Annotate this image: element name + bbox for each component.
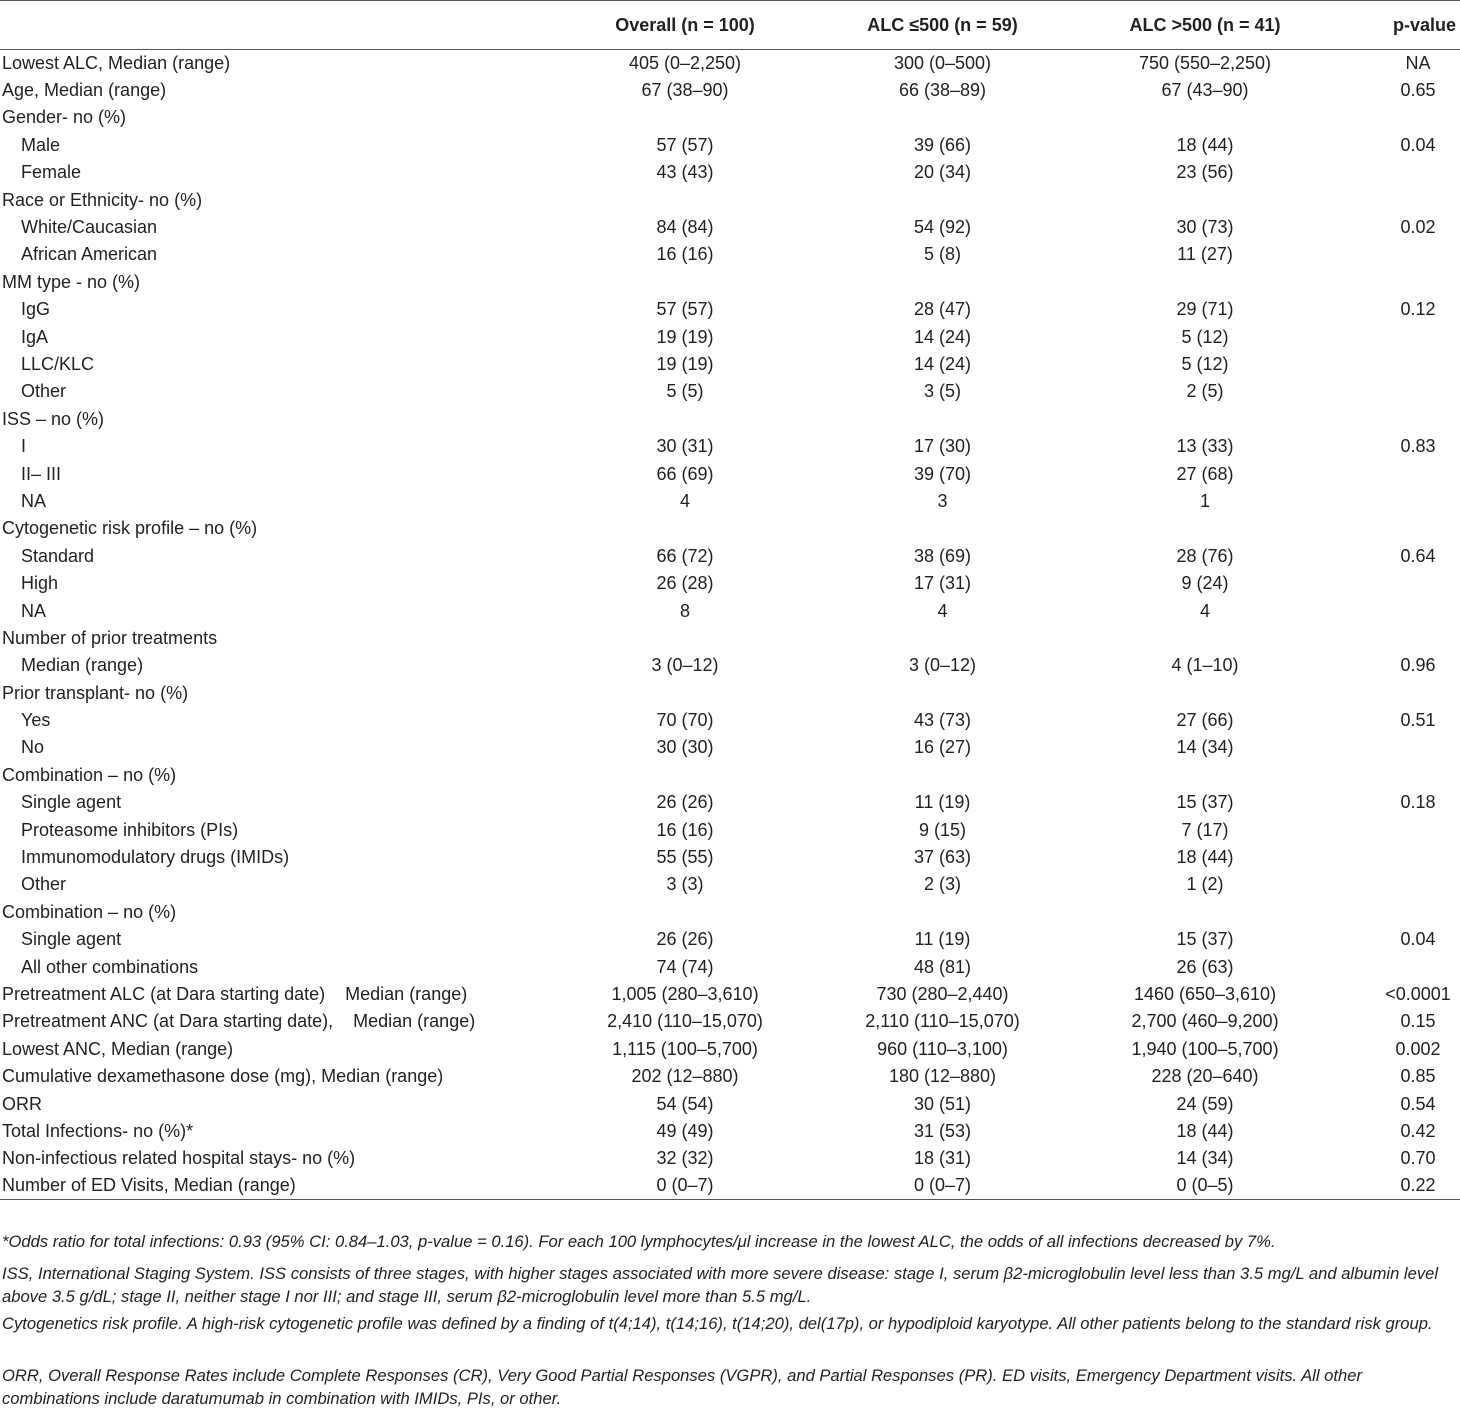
cell-alc-high: 18 (44): [1176, 134, 1234, 155]
cell-alc-high: 67 (43–90): [1161, 80, 1249, 101]
cell-alc-high: [1075, 104, 1335, 131]
table-body: [0, 50, 1460, 1200]
cell-overall: 66 (69): [656, 463, 714, 484]
cell-alc-high: 7 (17): [1181, 819, 1229, 840]
cell-alc-high: 9 (24): [1181, 573, 1229, 594]
table-row: [0, 543, 1460, 570]
cell-p-value: [1335, 981, 1460, 1008]
cell-p-value: [1335, 159, 1460, 186]
cell-overall: 49 (49): [656, 1120, 714, 1141]
cell-p-value: [1335, 296, 1460, 323]
table-row: [0, 515, 1460, 542]
cell-overall: 67 (38–90): [641, 80, 729, 101]
cell-p-value: [1335, 488, 1460, 515]
cell-p-value: [1335, 707, 1460, 734]
row-label: NA: [21, 600, 47, 621]
cell-overall: [560, 406, 810, 433]
table-row: [0, 652, 1460, 679]
p-value-text: 0.51: [1400, 710, 1436, 731]
row-label: Number of ED Visits, Median (range): [0, 1173, 560, 1200]
row-label: Single agent: [21, 792, 122, 813]
row-label: Single agent: [21, 929, 122, 950]
cell-alc-high: [1075, 406, 1335, 433]
row-label: Prior transplant- no (%): [2, 682, 189, 703]
table-row: [0, 816, 1460, 843]
cell-p-value: [1335, 844, 1460, 871]
table-row: [0, 899, 1460, 926]
row-label: Pretreatment ALC (at Dara starting date) Median (range): [2, 983, 468, 1004]
row-label: IgA: [21, 326, 49, 347]
table-row: [0, 597, 1460, 624]
row-label: ISS – no (%): [2, 408, 105, 429]
row-label: White/Caucasian: [21, 217, 158, 238]
row-label: Cumulative dexamethasone dose (mg), Median (range): [2, 1066, 444, 1087]
cell-alc-low: [810, 104, 1075, 131]
row-label: Yes: [21, 710, 51, 731]
p-value-text: 0.83: [1400, 436, 1436, 457]
p-value-text: 0.04: [1400, 929, 1436, 950]
cell-alc-low: 9 (15): [918, 819, 967, 840]
cell-p-value: [1335, 871, 1460, 898]
p-value-text: 0.65: [1400, 80, 1436, 101]
cell-overall: 84 (84): [656, 217, 714, 238]
cell-alc-low: [810, 269, 1075, 296]
cell-p-value: [1335, 214, 1460, 241]
cell-p-value: [1335, 1036, 1460, 1063]
cell-overall: 3 (0–12): [651, 655, 719, 676]
cell-alc-high: [1075, 186, 1335, 213]
cell-p-value: [1335, 1118, 1460, 1145]
cell-p-value: [1335, 515, 1460, 542]
p-value-text: 0.02: [1400, 217, 1436, 238]
p-value-text: 0.22: [1400, 1175, 1436, 1196]
cell-alc-high: 5 (12): [1181, 326, 1229, 347]
cell-alc-high: 27 (66): [1176, 710, 1234, 731]
cell-alc-high: [1075, 269, 1335, 296]
p-value-text: 0.85: [1400, 1066, 1436, 1087]
cell-p-value: [1335, 1090, 1460, 1117]
table-row: [0, 734, 1460, 761]
cell-alc-low: 3: [937, 490, 948, 511]
table-row: [0, 1173, 1460, 1200]
cell-alc-low: 20 (34): [913, 162, 972, 183]
cell-p-value: [1335, 1008, 1460, 1035]
cell-alc-high: 23 (56): [1176, 162, 1234, 183]
cell-overall: 30 (30): [656, 737, 714, 758]
table-row: [0, 679, 1460, 706]
cell-p-value: [1335, 570, 1460, 597]
cell-alc-high: 4 (1–10): [1171, 655, 1239, 676]
header-row: [0, 1, 1460, 50]
cell-overall: [560, 899, 810, 926]
row-label: IgG: [21, 299, 51, 320]
cell-alc-low: 730 (280–2,440): [876, 983, 1009, 1004]
footnote-cytogenetics: Cytogenetics risk profile. A high-risk cytogenetic profile was defined by a finding of t(4;14), t(14;16), t(14;20), del(17p), or hypodiploid karyotype. All other patients belong to the standard risk group.: [2, 1314, 1433, 1333]
row-label: Cytogenetic risk profile – no (%): [2, 518, 258, 539]
table-row: [0, 214, 1460, 241]
cell-alc-high: 24 (59): [1176, 1093, 1234, 1114]
cell-alc-low: 0 (0–7): [810, 1173, 1075, 1200]
cell-overall: 26 (26): [656, 792, 714, 813]
cell-overall: 0 (0–7): [560, 1173, 810, 1200]
cell-alc-high: 26 (63): [1176, 956, 1234, 977]
row-label: No: [21, 737, 45, 758]
row-label: Lowest ANC, Median (range): [2, 1038, 234, 1059]
table-row: [0, 707, 1460, 734]
row-label: ORR: [2, 1093, 42, 1114]
footnote-odds-ratio: *Odds ratio for total infections: 0.93 (95% CI: 0.84–1.03, p-value = 0.16). For each 100 lymphocytes/μl increase in the lowest ALC, the odds of all infections decreased by 7%.: [2, 1232, 1276, 1251]
cell-alc-high: 28 (76): [1176, 545, 1234, 566]
p-value-text: <0.0001: [1385, 983, 1451, 1004]
cell-alc-low: [810, 625, 1075, 652]
cell-alc-high: 15 (37): [1176, 929, 1234, 950]
row-label: Male: [21, 134, 61, 155]
cell-overall: 54 (54): [656, 1093, 714, 1114]
cell-p-value: [1335, 597, 1460, 624]
cell-overall: 1,115 (100–5,700): [612, 1038, 758, 1059]
cell-alc-high: 29 (71): [1176, 299, 1234, 320]
table-row: [0, 1063, 1460, 1090]
cell-p-value: [1335, 104, 1460, 131]
table-row: [0, 953, 1460, 980]
cell-p-value: [1335, 625, 1460, 652]
cell-overall: 202 (12–880): [631, 1066, 739, 1087]
p-value-text: 0.96: [1400, 655, 1436, 676]
row-label: Non-infectious related hospital stays- no (%): [2, 1148, 356, 1169]
cell-overall: [560, 515, 810, 542]
cell-overall: 16 (16): [656, 244, 714, 265]
cell-alc-low: [810, 679, 1075, 706]
cell-p-value: [1335, 816, 1460, 843]
cell-p-value: [1335, 679, 1460, 706]
cell-alc-low: 5 (8): [923, 244, 961, 265]
cell-overall: 19 (19): [656, 326, 714, 347]
cell-p-value: [1335, 378, 1460, 405]
cell-alc-high: 1,940 (100–5,700): [1131, 1038, 1279, 1059]
cell-alc-high: [1075, 679, 1335, 706]
cell-alc-low: [810, 406, 1075, 433]
cell-alc-low: 43 (73): [913, 710, 972, 731]
table-row: [0, 1008, 1460, 1035]
row-label: Lowest ALC, Median (range): [2, 52, 231, 73]
cell-overall: 70 (70): [656, 710, 714, 731]
cell-alc-high: 5 (12): [1181, 353, 1229, 374]
cell-p-value: [1335, 762, 1460, 789]
cell-alc-high: [1075, 515, 1335, 542]
cell-p-value: [1335, 323, 1460, 350]
cell-alc-low: 66 (38–89): [898, 80, 987, 101]
cell-p-value: [1335, 77, 1460, 104]
table-row: [0, 460, 1460, 487]
table-row: [0, 570, 1460, 597]
table-row: [0, 844, 1460, 871]
cell-alc-low: 3 (0–12): [908, 655, 977, 676]
row-label: Standard: [21, 545, 95, 566]
cell-alc-high: [1075, 899, 1335, 926]
cell-alc-low: 39 (70): [913, 463, 972, 484]
cell-alc-low: 18 (31): [913, 1148, 972, 1169]
cell-overall: 1,005 (280–3,610): [611, 983, 759, 1004]
cell-alc-high: 18 (44): [1176, 1120, 1234, 1141]
header-alc-low: ALC ≤500 (n = 59): [810, 1, 1075, 50]
table-row: [0, 378, 1460, 405]
table-row: [0, 104, 1460, 131]
cell-overall: 32 (32): [656, 1148, 714, 1169]
cell-overall: 66 (72): [656, 545, 714, 566]
cell-alc-high: 1 (2): [1186, 874, 1224, 895]
cell-alc-high: 2 (5): [1186, 381, 1224, 402]
table-row: [0, 159, 1460, 186]
table-row: [0, 269, 1460, 296]
cell-alc-low: 300 (0–500): [893, 52, 992, 73]
cell-p-value: [1335, 734, 1460, 761]
cell-alc-low: 37 (63): [913, 847, 972, 868]
cell-alc-high: 4: [1199, 600, 1210, 621]
cell-overall: 55 (55): [656, 847, 714, 868]
table-row: [0, 50, 1460, 77]
table-row: [0, 625, 1460, 652]
row-label: Number of prior treatments: [2, 627, 218, 648]
row-label: I: [21, 436, 27, 457]
cell-alc-low: 4: [937, 600, 948, 621]
row-label: Median (range): [21, 655, 144, 676]
cell-alc-low: 2 (3): [923, 874, 961, 895]
table-row: [0, 981, 1460, 1008]
cell-overall: 57 (57): [656, 299, 714, 320]
row-label: Pretreatment ANC (at Dara starting date), Median (range): [2, 1011, 476, 1032]
cell-overall: [560, 679, 810, 706]
cell-alc-low: 2,110 (110–15,070): [865, 1011, 1020, 1032]
table-row: [0, 241, 1460, 268]
row-label: African American: [21, 244, 158, 265]
cell-alc-low: 3 (5): [923, 381, 961, 402]
cell-overall: 2,410 (110–15,070): [607, 1011, 763, 1032]
cell-p-value: [1335, 1063, 1460, 1090]
cell-p-value: [1335, 460, 1460, 487]
cell-alc-high: 1: [1199, 490, 1210, 511]
cell-alc-high: [1075, 625, 1335, 652]
row-label: All other combinations: [21, 956, 199, 977]
p-value-text: 0.002: [1395, 1038, 1441, 1059]
cell-alc-high: 0 (0–5): [1075, 1173, 1335, 1200]
table-row: [0, 762, 1460, 789]
cell-overall: 4: [679, 490, 690, 511]
table-row: [0, 488, 1460, 515]
cell-p-value: [1335, 269, 1460, 296]
cell-overall: 57 (57): [656, 134, 714, 155]
cell-alc-low: 17 (31): [913, 573, 972, 594]
cell-overall: 26 (28): [656, 573, 714, 594]
cell-alc-high: 11 (27): [1177, 244, 1233, 265]
row-label: Other: [21, 381, 67, 402]
row-label: II– III: [21, 463, 62, 484]
cell-p-value: [1335, 186, 1460, 213]
row-label: Female: [21, 162, 82, 183]
cell-alc-high: 14 (34): [1176, 1148, 1234, 1169]
p-value-text: 0.18: [1400, 792, 1436, 813]
row-label: Combination – no (%): [2, 764, 177, 785]
cell-overall: 405 (0–2,250): [628, 52, 742, 73]
p-value-text: 0.70: [1400, 1148, 1436, 1169]
header-label-column: [0, 1, 560, 50]
cell-alc-low: 14 (24): [913, 326, 972, 347]
cell-p-value: [1335, 406, 1460, 433]
cell-alc-low: 11 (19): [914, 792, 971, 813]
table-row: [0, 1118, 1460, 1145]
row-label: Race or Ethnicity- no (%): [2, 189, 203, 210]
cell-alc-low: 180 (12–880): [888, 1066, 997, 1087]
row-label: NA: [21, 490, 47, 511]
table-row: [0, 77, 1460, 104]
cell-alc-high: 13 (33): [1176, 436, 1234, 457]
row-label: Other: [21, 874, 67, 895]
row-label: MM type - no (%): [2, 271, 141, 292]
table-row: [0, 1036, 1460, 1063]
cell-alc-low: 16 (27): [913, 737, 972, 758]
cell-overall: 3 (3): [666, 874, 704, 895]
table-row: [0, 186, 1460, 213]
cell-alc-low: 11 (19): [914, 929, 971, 950]
cell-p-value: [1335, 351, 1460, 378]
cell-alc-high: 1460 (650–3,610): [1133, 983, 1277, 1004]
table-row: [0, 1145, 1460, 1172]
table-header: [0, 1, 1460, 50]
cell-alc-high: 2,700 (460–9,200): [1131, 1011, 1279, 1032]
cell-alc-low: 960 (110–3,100): [877, 1038, 1008, 1059]
cell-alc-low: [810, 515, 1075, 542]
header-p-value: p-value: [1335, 1, 1460, 50]
row-label: Age, Median (range): [2, 80, 167, 101]
cell-alc-low: 54 (92): [913, 217, 972, 238]
table-row: [0, 1090, 1460, 1117]
p-value-text: NA: [1405, 52, 1431, 73]
row-label: LLC/KLC: [21, 353, 95, 374]
table-row: [0, 323, 1460, 350]
cell-p-value: [1335, 241, 1460, 268]
cell-overall: 43 (43): [656, 162, 714, 183]
row-label: Proteasome inhibitors (PIs): [21, 819, 239, 840]
cell-p-value: [1335, 50, 1460, 77]
cell-alc-low: 48 (81): [913, 956, 972, 977]
row-label: Gender- no (%): [2, 107, 127, 128]
header-overall: Overall (n = 100): [560, 1, 810, 50]
table-row: [0, 406, 1460, 433]
table-row: [0, 926, 1460, 953]
table-row: [0, 789, 1460, 816]
cell-p-value: [1335, 926, 1460, 953]
cell-alc-low: [810, 762, 1075, 789]
cell-overall: 74 (74): [656, 956, 714, 977]
cell-p-value: [1335, 953, 1460, 980]
cell-alc-high: 18 (44): [1176, 847, 1234, 868]
cell-alc-high: 30 (73): [1176, 217, 1234, 238]
cell-alc-high: 228 (20–640): [1151, 1066, 1259, 1087]
cell-alc-low: 38 (69): [913, 545, 972, 566]
p-value-text: 0.15: [1400, 1011, 1436, 1032]
cell-alc-low: 31 (53): [913, 1120, 972, 1141]
cell-alc-high: 750 (550–2,250): [1138, 52, 1272, 73]
cell-alc-high: 27 (68): [1176, 463, 1234, 484]
cell-overall: 19 (19): [656, 353, 714, 374]
p-value-text: 0.04: [1400, 134, 1436, 155]
cell-alc-high: [1075, 762, 1335, 789]
table-row: [0, 433, 1460, 460]
p-value-text: 0.42: [1400, 1120, 1436, 1141]
cell-overall: [560, 762, 810, 789]
p-value-text: 0.12: [1400, 299, 1436, 320]
p-value-text: 0.54: [1400, 1093, 1436, 1114]
cell-alc-high: 14 (34): [1176, 737, 1234, 758]
header-alc-high: ALC >500 (n = 41): [1075, 1, 1335, 50]
cell-overall: [560, 186, 810, 213]
cell-overall: [560, 104, 810, 131]
cell-p-value: [1335, 433, 1460, 460]
cell-p-value: [1335, 1145, 1460, 1172]
p-value-text: 0.64: [1400, 545, 1436, 566]
cell-overall: 30 (31): [656, 436, 714, 457]
footnote-orr: ORR, Overall Response Rates include Complete Responses (CR), Very Good Partial Responses (VGPR), and Partial Responses (PR). ED visits, Emergency Department visits. All other combinations include daratumumab in combination with IMIDs, PIs, or other.: [2, 1366, 1362, 1408]
cell-alc-high: 15 (37): [1176, 792, 1234, 813]
cell-p-value: [1335, 652, 1460, 679]
table-row: [0, 132, 1460, 159]
cell-p-value: [1335, 132, 1460, 159]
cell-alc-low: 14 (24): [913, 353, 972, 374]
table-row: [0, 871, 1460, 898]
cell-p-value: [1335, 543, 1460, 570]
row-label: Combination – no (%): [2, 901, 177, 922]
cell-alc-low: 30 (51): [913, 1093, 972, 1114]
cell-p-value: [1335, 899, 1460, 926]
cell-alc-low: [810, 899, 1075, 926]
table-row: [0, 351, 1460, 378]
cell-alc-low: 39 (66): [913, 134, 972, 155]
cell-alc-low: 28 (47): [913, 299, 972, 320]
cell-p-value: [1335, 789, 1460, 816]
row-label: High: [21, 573, 59, 594]
cell-alc-low: 17 (30): [913, 436, 972, 457]
cell-overall: [560, 269, 810, 296]
cell-alc-low: [810, 186, 1075, 213]
cell-overall: 26 (26): [656, 929, 714, 950]
cell-p-value: [1335, 1173, 1460, 1200]
cell-overall: [560, 625, 810, 652]
row-label: Immunomodulatory drugs (IMIDs): [21, 847, 290, 868]
row-label: Total Infections- no (%)*: [2, 1120, 194, 1141]
table-row: [0, 296, 1460, 323]
footnote-iss: ISS, International Staging System. ISS consists of three stages, with higher stages associated with more severe disease: stage I, serum β2-microglobulin level less than 3.5 mg/L and albumin level above 3.5 g/dL; stage II, neither stage I nor III; and stage III, serum β2-microglobulin level more than 5.5 mg/L.: [2, 1264, 1439, 1306]
cell-overall: 16 (16): [656, 819, 714, 840]
cell-overall: 5 (5): [666, 381, 704, 402]
cell-overall: 8: [679, 600, 690, 621]
